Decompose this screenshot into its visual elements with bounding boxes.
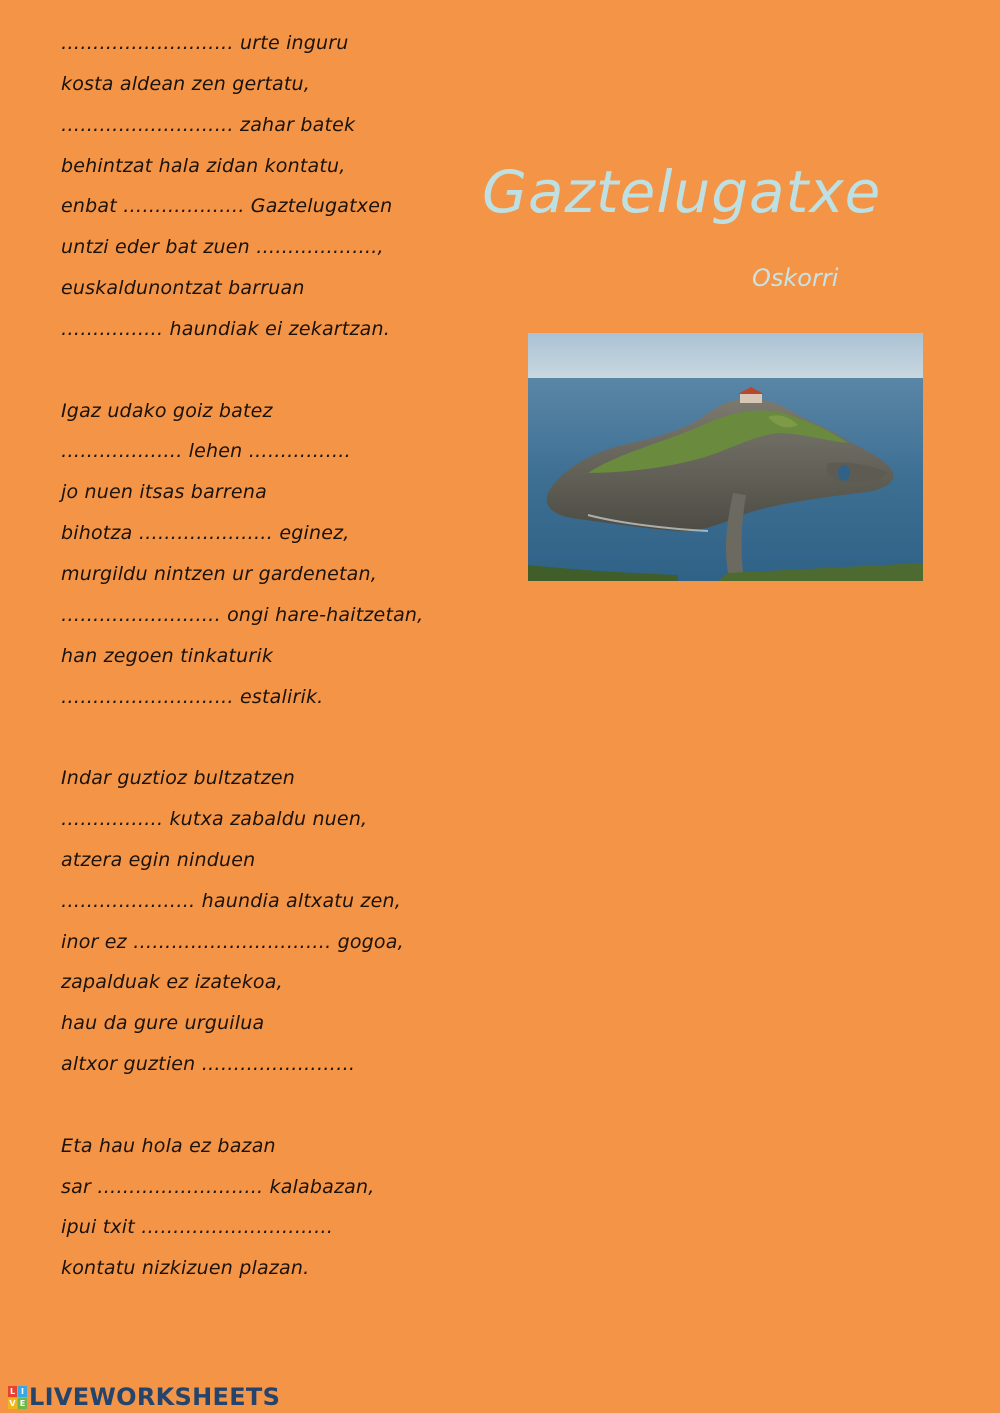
logo-mark-letter: E — [19, 1398, 26, 1408]
poem-line: untzi eder bat zuen ………………., — [61, 236, 384, 259]
poem-line: atzera egin ninduen — [61, 848, 256, 871]
poem-line: inor ez …………………………. gogoa, — [61, 930, 404, 953]
stanza-1 — [61, 26, 481, 353]
logo-mark-letter: L — [9, 1386, 16, 1396]
liveworksheets-logo — [8, 1383, 280, 1411]
poem-line: kontatu nizkizuen plazan. — [61, 1257, 310, 1280]
stanza-gap — [61, 353, 481, 394]
poem-line: ………………… haundia altxatu zen, — [61, 889, 401, 912]
stanza-gap — [61, 1088, 481, 1129]
poem-line: ……………. haundiak ei zekartzan. — [61, 317, 390, 340]
poem-line: sar …………………….. kalabazan, — [61, 1175, 375, 1198]
poem-line: jo nuen itsas barrena — [61, 481, 267, 504]
poem-line: ………………. lehen ……………. — [61, 440, 351, 463]
stanza-gap — [61, 720, 481, 761]
poem-line: ……………………… estalirik. — [61, 685, 324, 708]
logo-mark-letter: V — [9, 1398, 16, 1408]
poem-line: ……………………… zahar batek — [61, 113, 356, 136]
poem-line: bihotza ………………… eginez, — [61, 522, 350, 545]
poem-line: hau da gure urguilua — [61, 1012, 265, 1035]
poem-line: zapalduak ez izatekoa, — [61, 971, 283, 994]
poem-line: Igaz udako goiz batez — [61, 399, 273, 422]
stanza-3 — [61, 761, 481, 1088]
song-artist: Oskorri — [752, 264, 839, 292]
poem-line: Indar guztioz bultzatzen — [61, 767, 296, 790]
poem-line: behintzat hala zidan kontatu, — [61, 154, 346, 177]
logo-mark — [8, 1386, 27, 1409]
stanza-2 — [61, 394, 481, 721]
poem-line: Eta hau hola ez bazan — [61, 1134, 276, 1157]
logo-text: LIVEWORKSHEETS — [29, 1383, 281, 1411]
poem-line: altxor guztien …………………… — [61, 1053, 356, 1076]
poem-line: euskaldunontzat barruan — [61, 277, 305, 300]
island-photo — [528, 333, 923, 581]
stanza-4 — [61, 1129, 481, 1292]
poem-line: ……………. kutxa zabaldu nuen, — [61, 808, 368, 831]
poem-line: ……………………… urte inguru — [61, 32, 349, 54]
poem-line: ……………………. ongi hare-haitzetan, — [61, 603, 424, 626]
song-title: Gaztelugatxe — [482, 158, 882, 226]
poem-line: kosta aldean zen gertatu, — [61, 72, 310, 95]
poem — [61, 26, 481, 1292]
poem-line: enbat ………………. Gaztelugatxen — [61, 195, 393, 218]
poem-line: ipui txit ………………………… — [61, 1216, 334, 1239]
poem-line: han zegoen tinkaturik — [61, 644, 274, 667]
logo-mark-letter: I — [18, 1386, 27, 1397]
poem-line: murgildu nintzen ur gardenetan, — [61, 562, 377, 585]
island-illustration — [528, 333, 923, 581]
